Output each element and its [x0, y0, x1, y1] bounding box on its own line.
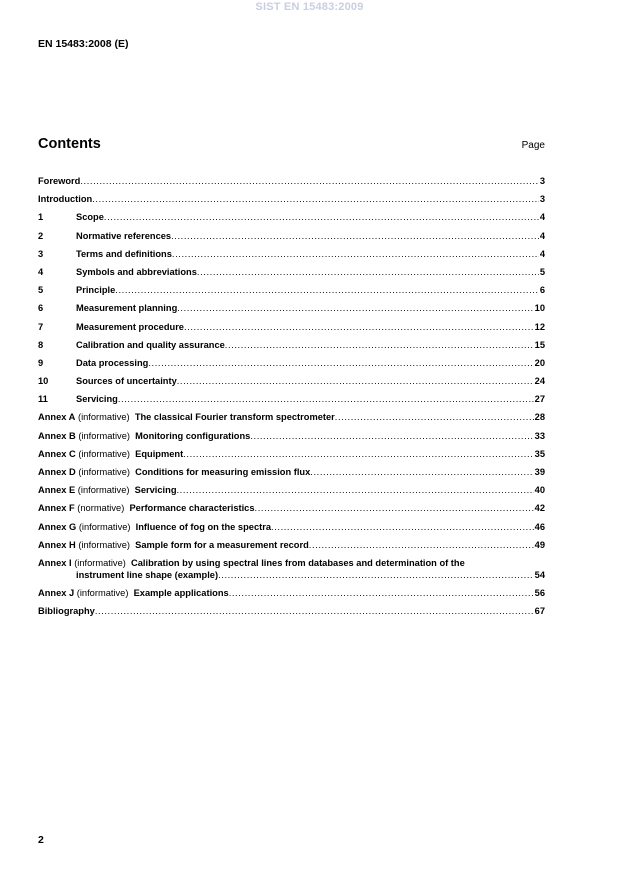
dot-leader: [229, 584, 534, 602]
annex-type: (informative): [77, 485, 130, 496]
toc-entry-bibliography[interactable]: [38, 602, 545, 620]
dot-leader: [255, 499, 534, 517]
toc-entry-annex-h[interactable]: [38, 536, 545, 554]
toc-entry-title: Symbols and abbreviations: [76, 266, 197, 277]
toc-entry-annex-e[interactable]: [38, 481, 545, 499]
toc-entry-title: Measurement planning: [76, 303, 178, 314]
dot-leader: [171, 227, 539, 245]
toc-entry-number: 3: [38, 248, 44, 259]
toc-entry-page: 12: [534, 321, 545, 332]
annex-title: Conditions for measuring emission flux: [135, 467, 311, 477]
toc-entry-annex-a[interactable]: [38, 408, 545, 426]
dot-leader: [309, 536, 534, 554]
toc-entry-page: 49: [534, 539, 545, 550]
toc-entry-title: Bibliography: [38, 606, 95, 617]
dot-leader: [104, 208, 539, 226]
toc-entry-number: 9: [38, 357, 44, 368]
document-id: EN 15483:2008 (E): [38, 38, 129, 50]
toc-entry-principle[interactable]: [38, 281, 545, 299]
annex-label: Annex C: [38, 448, 76, 459]
toc-entry-number: 10: [38, 376, 49, 387]
annex-type: (informative): [78, 430, 130, 441]
toc-entry-data-processing[interactable]: [38, 354, 545, 372]
dot-leader: [271, 518, 534, 536]
annex-type: (informative): [74, 557, 126, 568]
annex-title: Calibration by using spectral lines from databases and determination of the: [131, 557, 465, 568]
toc-entry-page: 67: [534, 606, 545, 617]
dot-leader: [218, 569, 534, 581]
annex-title: Equipment: [135, 448, 184, 459]
annex-type: (normative): [77, 503, 125, 514]
page-number: 2: [38, 834, 44, 846]
toc-entry-servicing[interactable]: [38, 390, 545, 408]
toc-entry-calibration-and-quality-assurance[interactable]: [38, 336, 545, 354]
toc-entry-number: 6: [38, 303, 44, 314]
toc-entry-measurement-planning[interactable]: [38, 299, 545, 317]
dot-leader: [148, 354, 533, 372]
toc-entry-page: 42: [534, 503, 545, 514]
toc-entry-annex-d[interactable]: [38, 463, 545, 481]
toc-entry-annex-f[interactable]: [38, 499, 545, 517]
toc-entry-page: 33: [534, 430, 545, 441]
annex-label: Annex D: [38, 467, 76, 477]
dot-leader: [197, 263, 539, 281]
dot-leader: [115, 281, 539, 299]
toc-entry-foreword[interactable]: [38, 172, 545, 190]
toc-entry-measurement-procedure[interactable]: [38, 318, 545, 336]
toc-entry-page: 4: [539, 230, 545, 241]
toc-entry-page: 4: [539, 248, 545, 259]
annex-type: (informative): [78, 539, 130, 550]
toc-entry-page: 6: [539, 285, 545, 296]
toc-entry-terms-and-definitions[interactable]: [38, 245, 545, 263]
annex-label: Annex E: [38, 485, 76, 496]
toc-entry-number: 4: [38, 266, 44, 277]
toc-entry-title: Terms and definitions: [76, 248, 172, 259]
annex-title: Performance characteristics: [129, 503, 255, 514]
annex-type: (informative): [76, 587, 129, 598]
toc-entry-title: Scope: [76, 212, 104, 223]
annex-label: Annex J: [38, 587, 75, 598]
toc-entry-title: Normative references: [76, 230, 172, 241]
toc-entry-number: 7: [38, 321, 44, 332]
dot-leader: [177, 299, 533, 317]
annex-title: Servicing: [134, 485, 177, 496]
toc-entry-number: 8: [38, 339, 44, 350]
toc-entry-title: Principle: [76, 285, 116, 296]
dot-leader: [92, 190, 539, 208]
annex-title: The classical Fourier transform spectrometer: [134, 412, 335, 423]
toc-entry-page: 15: [534, 339, 545, 350]
toc-entry-introduction[interactable]: [38, 190, 545, 208]
toc-entry-number: 1: [38, 212, 44, 223]
annex-type: (informative): [78, 448, 130, 459]
toc-entry-page: 54: [534, 569, 545, 580]
annex-title: Sample form for a measurement record: [135, 539, 309, 550]
toc-entry-number: 11: [38, 394, 48, 405]
contents-heading: Contents: [38, 136, 101, 152]
watermark: SIST EN 15483:2009: [255, 1, 364, 13]
annex-title: Influence of fog on the spectra: [135, 521, 272, 532]
dot-leader: [225, 336, 534, 354]
annex-type: (informative): [78, 521, 131, 532]
toc-entry-scope[interactable]: [38, 208, 545, 226]
dot-leader: [95, 602, 534, 620]
toc-entry-normative-references[interactable]: [38, 227, 545, 245]
annex-label: Annex A: [38, 412, 76, 423]
toc-entry-number: 5: [38, 285, 44, 296]
toc-entry-page: 27: [534, 394, 545, 405]
toc-entry-annex-j[interactable]: [38, 584, 545, 602]
toc-entry-title: Foreword: [38, 176, 81, 186]
annex-label: Annex H: [38, 539, 76, 550]
dot-leader: [177, 481, 534, 499]
annex-label: Annex B: [38, 430, 76, 441]
dot-leader: [335, 408, 534, 426]
annex-title: Monitoring configurations: [135, 430, 251, 441]
toc-entry-title: Calibration and quality assurance: [76, 339, 225, 350]
dot-leader: [184, 318, 534, 336]
toc-entry-number: 2: [38, 230, 44, 241]
toc-entry-title: Measurement procedure: [76, 321, 184, 332]
toc-entry-symbols-and-abbreviations[interactable]: [38, 263, 545, 281]
toc-entry-sources-of-uncertainty[interactable]: [38, 372, 545, 390]
toc-entry-page: 10: [534, 303, 545, 314]
dot-leader: [250, 427, 533, 445]
toc-entry-page: 24: [534, 376, 545, 387]
toc-entry-title: Sources of uncertainty: [76, 376, 177, 387]
annex-type: (informative): [78, 467, 130, 477]
dot-leader: [177, 372, 534, 390]
toc-entry-title: Data processing: [76, 357, 149, 368]
annex-title: Example applications: [133, 587, 229, 598]
dot-leader: [310, 463, 533, 481]
page-column-label: Page: [521, 140, 545, 151]
toc-entry-page: 28: [534, 412, 545, 423]
toc-entry-page: 3: [539, 176, 545, 186]
annex-label: Annex G: [38, 521, 77, 532]
toc-entry-page: 46: [534, 521, 545, 532]
toc-entry-annex-c[interactable]: [38, 445, 545, 463]
toc-entry-page: 39: [534, 467, 545, 477]
annex-type: (informative): [77, 412, 130, 423]
dot-leader: [80, 172, 538, 190]
toc-entry-page: 56: [534, 587, 545, 598]
toc-entry-page: 40: [534, 485, 545, 496]
dot-leader: [172, 245, 539, 263]
toc-entry-page: 5: [539, 266, 545, 277]
toc-entry-annex-i[interactable]: [38, 554, 545, 584]
annex-label: Annex I: [38, 557, 72, 568]
toc-entry-title: Servicing: [76, 394, 118, 405]
table-of-contents: [38, 172, 545, 620]
toc-entry-page: 3: [539, 194, 545, 205]
toc-entry-page: 20: [534, 357, 545, 368]
toc-entry-page: 4: [539, 212, 545, 223]
toc-entry-page: 35: [534, 448, 545, 459]
toc-entry-annex-g[interactable]: [38, 518, 545, 536]
dot-leader: [183, 445, 533, 463]
annex-title-continuation: instrument line shape (example): [76, 569, 219, 580]
toc-entry-annex-b[interactable]: [38, 427, 545, 445]
dot-leader: [118, 390, 534, 408]
annex-label: Annex F: [38, 503, 75, 514]
toc-entry-title: Introduction: [38, 194, 93, 205]
